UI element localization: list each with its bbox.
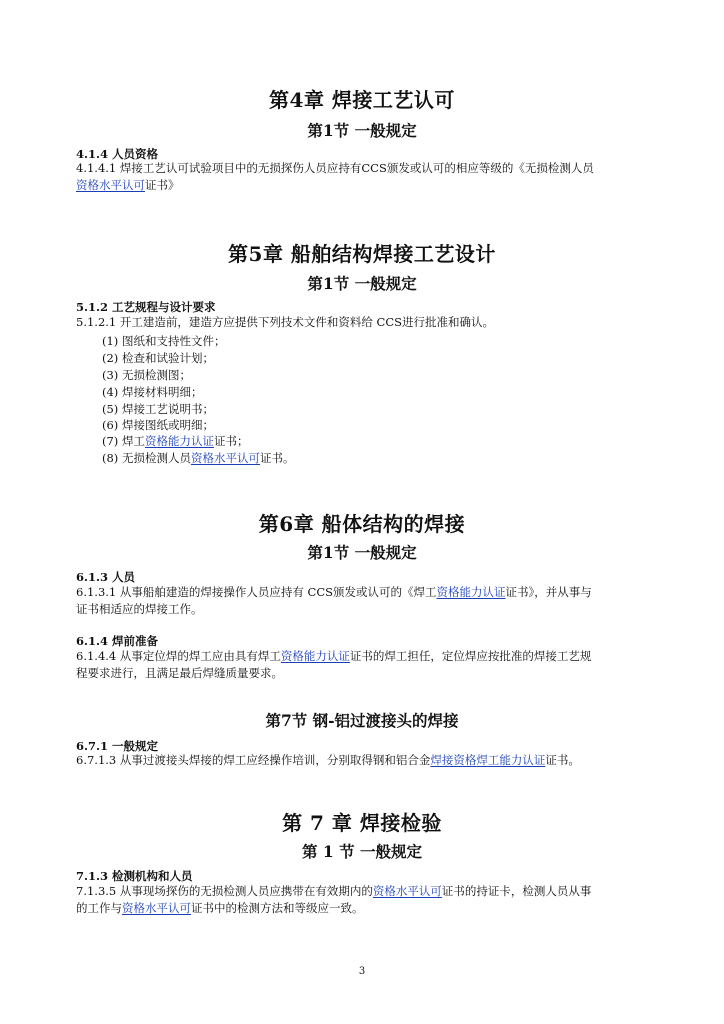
paragraph-text: 证书。 <box>545 753 580 767</box>
paragraph-text: 7.1.3.5 从事现场探伤的无损检测人员应携带在有效期内的 <box>76 884 373 898</box>
list-item: (3) 无损检测图； <box>102 368 191 382</box>
paragraph-text: 6.7.1.3 从事过渡接头焊接的焊工应经操作培训，分别取得钢和铝合金 <box>76 753 431 767</box>
chapter-4-section-1: 第1节 一般规定 <box>307 121 417 140</box>
chapter-5-title: 第5章 船舶结构焊接工艺设计 <box>228 242 496 266</box>
paragraph-text: 证书》 <box>145 178 180 192</box>
clause-6-7-1: 6.7.1 一般规定 <box>76 739 159 753</box>
chapter-5-section-1: 第1节 一般规定 <box>307 274 417 293</box>
link-welder-ability[interactable]: 资格能力认证 <box>144 434 214 448</box>
link-qualification-level[interactable]: 资格水平认可 <box>76 178 145 192</box>
paragraph-5-1-2-1: 5.1.2.1 开工建造前，建造方应提供下列技术文件和资料给 CCS进行批准和确认。 <box>76 315 495 329</box>
chapter-7-section-1: 第 1 节 一般规定 <box>302 842 422 861</box>
chapter-6-title: 第6章 船体结构的焊接 <box>258 512 466 536</box>
chapter-6-section-7: 第7节 钢-铝过渡接头的焊接 <box>265 711 459 730</box>
paragraph-6-1-3-1 <box>76 584 648 618</box>
paragraph-text: 证书的焊工担任，定位焊应按批准的焊接工艺规 <box>349 649 592 663</box>
paragraph-text: 6.1.3.1 从事船舶建造的焊接操作人员应持有 CCS颁发或认可的《焊工 <box>76 585 437 599</box>
paragraph-6-1-4-4 <box>76 648 648 682</box>
paragraph-text: 证书》，并从事与 <box>505 585 592 599</box>
paragraph-4-1-4-1 <box>76 160 648 194</box>
clause-4-1-4: 4.1.4 人员资格 <box>76 147 159 161</box>
list-item: (5) 焊接工艺说明书； <box>102 402 214 416</box>
list-item: (4) 焊接材料明细； <box>102 385 203 399</box>
paragraph-text: 程要求进行，且满足最后焊缝质量要求。 <box>76 666 283 680</box>
chapter-6-section-1: 第1节 一般规定 <box>307 543 417 562</box>
paragraph-text: 证书中的检测方法和等级应一致。 <box>191 901 364 915</box>
link-qualification-level[interactable]: 资格水平认可 <box>372 884 442 898</box>
list-item <box>102 450 294 466</box>
item-text: 证书； <box>213 434 249 448</box>
list-item <box>102 433 248 449</box>
link-welder-ability[interactable]: 资格能力认证 <box>280 649 350 663</box>
link-welder-ability[interactable]: 焊工能力认证 <box>476 753 546 767</box>
clause-7-1-3: 7.1.3 检测机构和人员 <box>76 869 193 883</box>
link-welder-ability[interactable]: 资格能力认证 <box>436 585 506 599</box>
item-text: (8) 无损检测人员 <box>102 451 191 465</box>
link-welding-qualification[interactable]: 焊接资格 <box>430 753 477 767</box>
paragraph-text: 4.1.4.1 焊接工艺认可试验项目中的无损探伤人员应持有CCS颁发或认可的相应等级的《无损检测人员 <box>76 161 594 175</box>
page-number: 3 <box>358 966 366 977</box>
link-qualification-level[interactable]: 资格水平认可 <box>190 451 260 465</box>
list-item: (6) 焊接图纸或明细； <box>102 418 214 432</box>
paragraph-6-7-1-3 <box>76 752 648 769</box>
paragraph-text: 证书的持证卡，检测人员从事 <box>441 884 592 898</box>
item-text: (7) 焊工 <box>102 434 145 448</box>
paragraph-text: 6.1.4.4 从事定位焊的焊工应由具有焊工 <box>76 649 281 663</box>
clause-6-1-4: 6.1.4 焊前准备 <box>76 634 159 648</box>
paragraph-text: 的工作与 <box>76 901 122 915</box>
clause-5-1-2: 5.1.2 工艺规程与设计要求 <box>76 300 216 314</box>
list-item: (2) 检查和试验计划； <box>102 351 214 365</box>
paragraph-text: 证书相适应的焊接工作。 <box>76 602 203 616</box>
paragraph-7-1-3-5 <box>76 883 648 917</box>
clause-6-1-3: 6.1.3 人员 <box>76 570 136 584</box>
chapter-4-title: 第4章 焊接工艺认可 <box>269 88 455 112</box>
chapter-7-title: 第 7 章 焊接检验 <box>282 811 442 835</box>
link-qualification-level[interactable]: 资格水平认可 <box>122 901 191 915</box>
item-text: 证书。 <box>259 451 295 465</box>
list-item: (1) 图纸和支持性文件； <box>102 334 226 348</box>
